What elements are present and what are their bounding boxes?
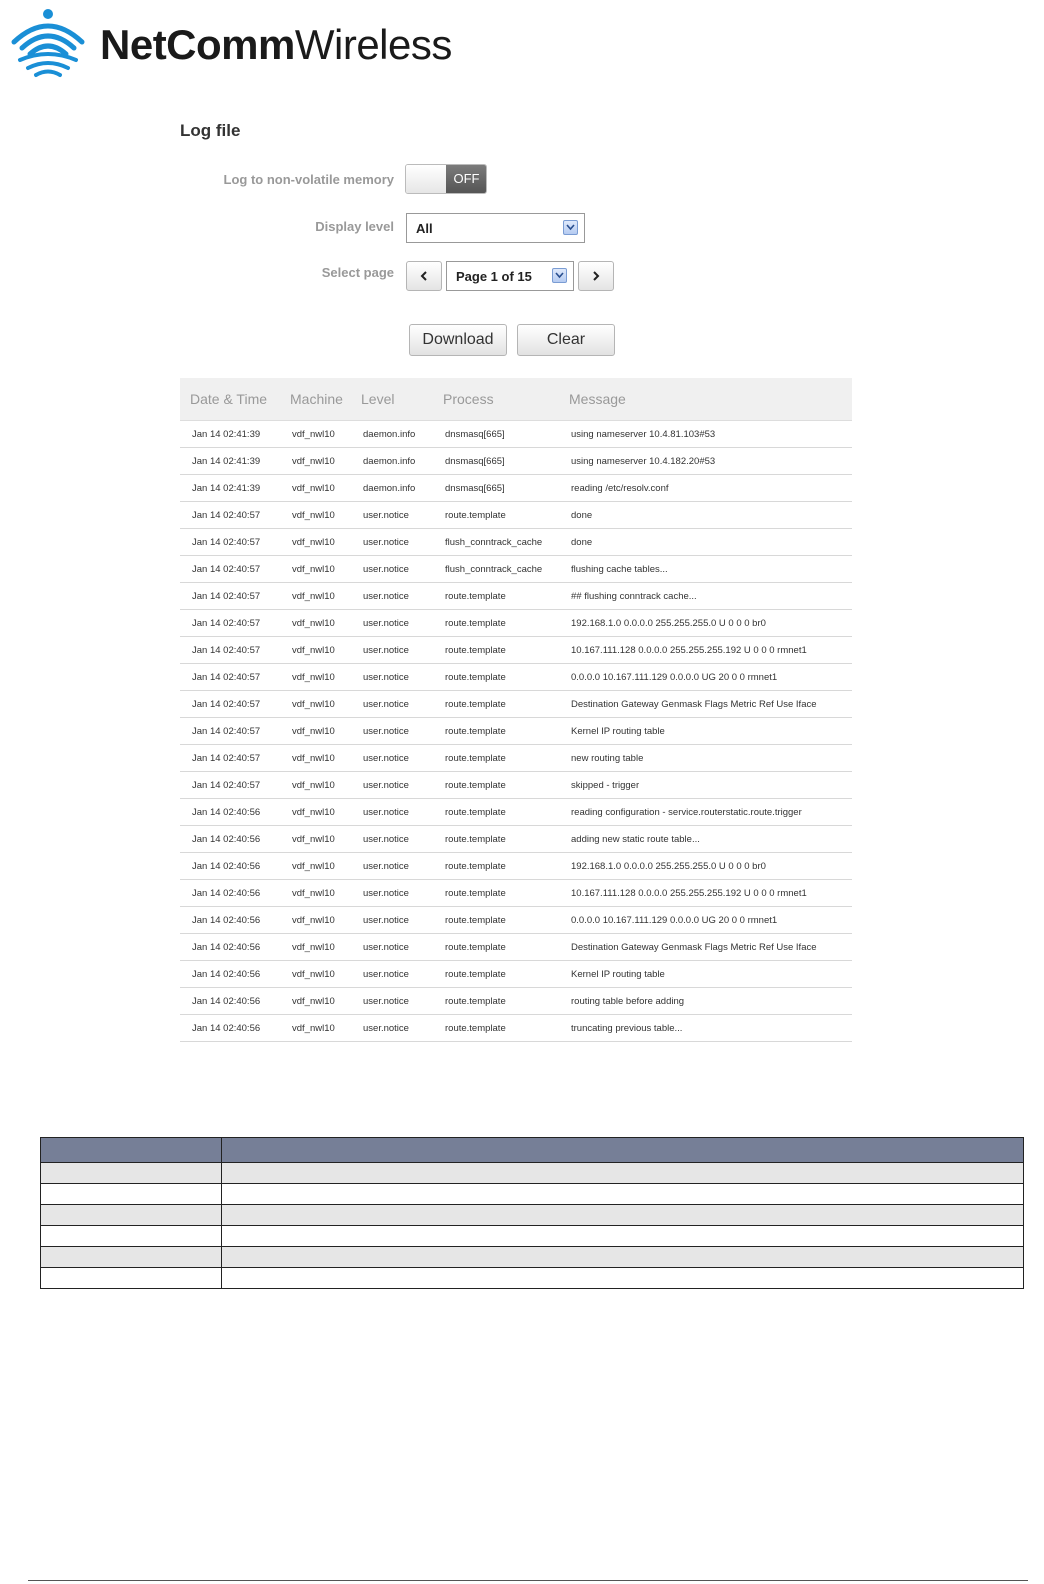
table-row (41, 1184, 1024, 1205)
table-row (180, 610, 852, 637)
cell-process: route.template (433, 664, 559, 691)
cell-process: route.template (433, 610, 559, 637)
cell-datetime: Jan 14 02:40:56 (180, 826, 280, 853)
cell-level: daemon.info (351, 475, 433, 502)
cell-message: done (559, 502, 852, 529)
table-cell (41, 1184, 222, 1205)
cell-level: user.notice (351, 880, 433, 907)
table-cell (41, 1163, 222, 1184)
table-cell (41, 1226, 222, 1247)
page-title: Log file (180, 121, 241, 140)
cell-process: dnsmasq[665] (433, 421, 559, 448)
table-cell (222, 1163, 1024, 1184)
cell-machine: vdf_nwl10 (280, 475, 351, 502)
cell-message: Destination Gateway Genmask Flags Metric Ref Use Iface (559, 934, 852, 961)
cell-level: user.notice (351, 826, 433, 853)
table-row (180, 475, 852, 502)
cell-level: user.notice (351, 610, 433, 637)
download-button[interactable]: Download (409, 324, 507, 356)
brand-name (100, 20, 452, 70)
reference-table-header (41, 1138, 1024, 1163)
table-row (180, 961, 852, 988)
table-row (180, 529, 852, 556)
cell-machine: vdf_nwl10 (280, 610, 351, 637)
cell-message: truncating previous table... (559, 1015, 852, 1042)
table-row (180, 853, 852, 880)
table-cell (222, 1268, 1024, 1289)
cell-machine: vdf_nwl10 (280, 529, 351, 556)
cell-process: route.template (433, 826, 559, 853)
table-row (41, 1226, 1024, 1247)
footer-divider (28, 1580, 1028, 1581)
chevron-right-icon (592, 271, 600, 281)
col-header-machine[interactable]: Machine (280, 378, 351, 421)
table-row (180, 1015, 852, 1042)
cell-process: route.template (433, 637, 559, 664)
cell-datetime: Jan 14 02:40:56 (180, 853, 280, 880)
cell-level: daemon.info (351, 421, 433, 448)
cell-message: ## flushing conntrack cache... (559, 583, 852, 610)
cell-datetime: Jan 14 02:40:57 (180, 772, 280, 799)
cell-message: routing table before adding (559, 988, 852, 1015)
cell-machine: vdf_nwl10 (280, 799, 351, 826)
cell-datetime: Jan 14 02:41:39 (180, 421, 280, 448)
cell-datetime: Jan 14 02:40:57 (180, 556, 280, 583)
cell-message: reading /etc/resolv.conf (559, 475, 852, 502)
cell-datetime: Jan 14 02:40:57 (180, 583, 280, 610)
brand-bold: NetComm (100, 21, 295, 68)
cell-level: user.notice (351, 583, 433, 610)
cell-level: user.notice (351, 637, 433, 664)
cell-datetime: Jan 14 02:40:57 (180, 718, 280, 745)
cell-process: route.template (433, 880, 559, 907)
chevron-left-icon (420, 271, 428, 281)
table-cell (222, 1205, 1024, 1226)
cell-machine: vdf_nwl10 (280, 961, 351, 988)
cell-machine: vdf_nwl10 (280, 691, 351, 718)
table-row (180, 583, 852, 610)
cell-level: user.notice (351, 718, 433, 745)
toggle-state: OFF (446, 165, 487, 193)
cell-message: using nameserver 10.4.182.20#53 (559, 448, 852, 475)
cell-machine: vdf_nwl10 (280, 1015, 351, 1042)
cell-datetime: Jan 14 02:40:57 (180, 745, 280, 772)
table-cell (41, 1268, 222, 1289)
cell-machine: vdf_nwl10 (280, 718, 351, 745)
cell-process: route.template (433, 772, 559, 799)
cell-datetime: Jan 14 02:40:57 (180, 502, 280, 529)
cell-level: user.notice (351, 961, 433, 988)
page-select-value: Page 1 of 15 (456, 269, 532, 284)
cell-message: 192.168.1.0 0.0.0.0 255.255.255.0 U 0 0 0 br0 (559, 610, 852, 637)
cell-level: user.notice (351, 556, 433, 583)
cell-datetime: Jan 14 02:40:56 (180, 934, 280, 961)
col-header-process[interactable]: Process (433, 378, 559, 421)
cell-machine: vdf_nwl10 (280, 583, 351, 610)
table-row (41, 1205, 1024, 1226)
cell-datetime: Jan 14 02:40:57 (180, 637, 280, 664)
cell-level: user.notice (351, 664, 433, 691)
cell-machine: vdf_nwl10 (280, 853, 351, 880)
table-row (180, 907, 852, 934)
col-header-datetime[interactable]: Date & Time (180, 378, 280, 421)
cell-message: skipped - trigger (559, 772, 852, 799)
cell-datetime: Jan 14 02:41:39 (180, 475, 280, 502)
cell-process: flush_conntrack_cache (433, 529, 559, 556)
cell-datetime: Jan 14 02:40:56 (180, 907, 280, 934)
nonvolatile-label: Log to non-volatile memory (223, 172, 394, 187)
cell-process: route.template (433, 961, 559, 988)
table-row (180, 880, 852, 907)
cell-message: 0.0.0.0 10.167.111.129 0.0.0.0 UG 20 0 0 rmnet1 (559, 664, 852, 691)
cell-machine: vdf_nwl10 (280, 637, 351, 664)
cell-datetime: Jan 14 02:40:57 (180, 664, 280, 691)
log-table-header (180, 378, 852, 421)
clear-button[interactable]: Clear (517, 324, 615, 356)
table-row (180, 664, 852, 691)
reference-table (40, 1137, 1024, 1289)
toggle-knob (406, 165, 447, 193)
reference-header-cell (222, 1138, 1024, 1163)
table-row (180, 988, 852, 1015)
table-row (180, 637, 852, 664)
table-row (41, 1268, 1024, 1289)
table-row (180, 799, 852, 826)
prev-page-button[interactable] (406, 261, 442, 291)
cell-message: reading configuration - service.routerstatic.route.trigger (559, 799, 852, 826)
cell-message: 10.167.111.128 0.0.0.0 255.255.255.192 U 0 0 0 rmnet1 (559, 880, 852, 907)
cell-message: done (559, 529, 852, 556)
cell-process: route.template (433, 934, 559, 961)
cell-process: route.template (433, 691, 559, 718)
cell-datetime: Jan 14 02:40:56 (180, 988, 280, 1015)
table-cell (222, 1247, 1024, 1268)
cell-machine: vdf_nwl10 (280, 826, 351, 853)
cell-datetime: Jan 14 02:40:56 (180, 961, 280, 988)
cell-process: route.template (433, 1015, 559, 1042)
cell-machine: vdf_nwl10 (280, 772, 351, 799)
table-cell (41, 1247, 222, 1268)
cell-machine: vdf_nwl10 (280, 448, 351, 475)
cell-datetime: Jan 14 02:41:39 (180, 448, 280, 475)
cell-level: user.notice (351, 1015, 433, 1042)
nonvolatile-toggle[interactable] (405, 164, 487, 194)
display-level-select[interactable] (406, 213, 585, 243)
table-row (180, 745, 852, 772)
cell-process: route.template (433, 718, 559, 745)
cell-level: user.notice (351, 934, 433, 961)
cell-machine: vdf_nwl10 (280, 934, 351, 961)
cell-message: Destination Gateway Genmask Flags Metric Ref Use Iface (559, 691, 852, 718)
cell-process: route.template (433, 502, 559, 529)
chevron-down-icon (552, 268, 567, 283)
table-cell (41, 1205, 222, 1226)
cell-datetime: Jan 14 02:40:57 (180, 529, 280, 556)
table-cell (222, 1226, 1024, 1247)
cell-level: daemon.info (351, 448, 433, 475)
cell-datetime: Jan 14 02:40:57 (180, 691, 280, 718)
select-page-label: Select page (321, 265, 394, 280)
cell-machine: vdf_nwl10 (280, 988, 351, 1015)
table-row (180, 421, 852, 448)
wireless-logo-icon (10, 8, 90, 78)
cell-process: flush_conntrack_cache (433, 556, 559, 583)
cell-message: Kernel IP routing table (559, 961, 852, 988)
cell-datetime: Jan 14 02:40:56 (180, 880, 280, 907)
table-row (180, 718, 852, 745)
cell-level: user.notice (351, 502, 433, 529)
cell-process: dnsmasq[665] (433, 475, 559, 502)
chevron-down-icon (563, 220, 578, 235)
cell-level: user.notice (351, 907, 433, 934)
netcomm-logo (10, 8, 490, 78)
table-cell (222, 1184, 1024, 1205)
cell-level: user.notice (351, 529, 433, 556)
cell-process: route.template (433, 988, 559, 1015)
table-row (180, 502, 852, 529)
next-page-button[interactable] (578, 261, 614, 291)
table-row (180, 448, 852, 475)
cell-machine: vdf_nwl10 (280, 502, 351, 529)
log-table (180, 378, 852, 1042)
col-header-message[interactable]: Message (559, 378, 852, 421)
cell-message: 192.168.1.0 0.0.0.0 255.255.255.0 U 0 0 0 br0 (559, 853, 852, 880)
cell-level: user.notice (351, 745, 433, 772)
table-row (180, 772, 852, 799)
display-level-value: All (416, 221, 433, 236)
table-row (180, 826, 852, 853)
table-row (41, 1163, 1024, 1184)
cell-machine: vdf_nwl10 (280, 421, 351, 448)
reference-header-cell (41, 1138, 222, 1163)
cell-message: 0.0.0.0 10.167.111.129 0.0.0.0 UG 20 0 0 rmnet1 (559, 907, 852, 934)
cell-machine: vdf_nwl10 (280, 907, 351, 934)
cell-level: user.notice (351, 988, 433, 1015)
cell-message: flushing cache tables... (559, 556, 852, 583)
cell-level: user.notice (351, 691, 433, 718)
cell-machine: vdf_nwl10 (280, 664, 351, 691)
cell-datetime: Jan 14 02:40:56 (180, 1015, 280, 1042)
page-select[interactable] (446, 261, 574, 291)
cell-process: dnsmasq[665] (433, 448, 559, 475)
cell-message: new routing table (559, 745, 852, 772)
cell-process: route.template (433, 583, 559, 610)
cell-machine: vdf_nwl10 (280, 556, 351, 583)
cell-message: adding new static route table... (559, 826, 852, 853)
table-row (41, 1247, 1024, 1268)
table-row (180, 934, 852, 961)
cell-level: user.notice (351, 853, 433, 880)
table-row (180, 691, 852, 718)
display-level-label: Display level (315, 219, 394, 234)
cell-process: route.template (433, 907, 559, 934)
col-header-level[interactable]: Level (351, 378, 433, 421)
cell-machine: vdf_nwl10 (280, 745, 351, 772)
cell-datetime: Jan 14 02:40:57 (180, 610, 280, 637)
cell-message: Kernel IP routing table (559, 718, 852, 745)
cell-message: using nameserver 10.4.81.103#53 (559, 421, 852, 448)
cell-process: route.template (433, 799, 559, 826)
table-row (180, 556, 852, 583)
cell-process: route.template (433, 853, 559, 880)
cell-process: route.template (433, 745, 559, 772)
cell-level: user.notice (351, 799, 433, 826)
cell-datetime: Jan 14 02:40:56 (180, 799, 280, 826)
brand-light: Wireless (294, 21, 452, 68)
cell-level: user.notice (351, 772, 433, 799)
cell-machine: vdf_nwl10 (280, 880, 351, 907)
cell-message: 10.167.111.128 0.0.0.0 255.255.255.192 U 0 0 0 rmnet1 (559, 637, 852, 664)
